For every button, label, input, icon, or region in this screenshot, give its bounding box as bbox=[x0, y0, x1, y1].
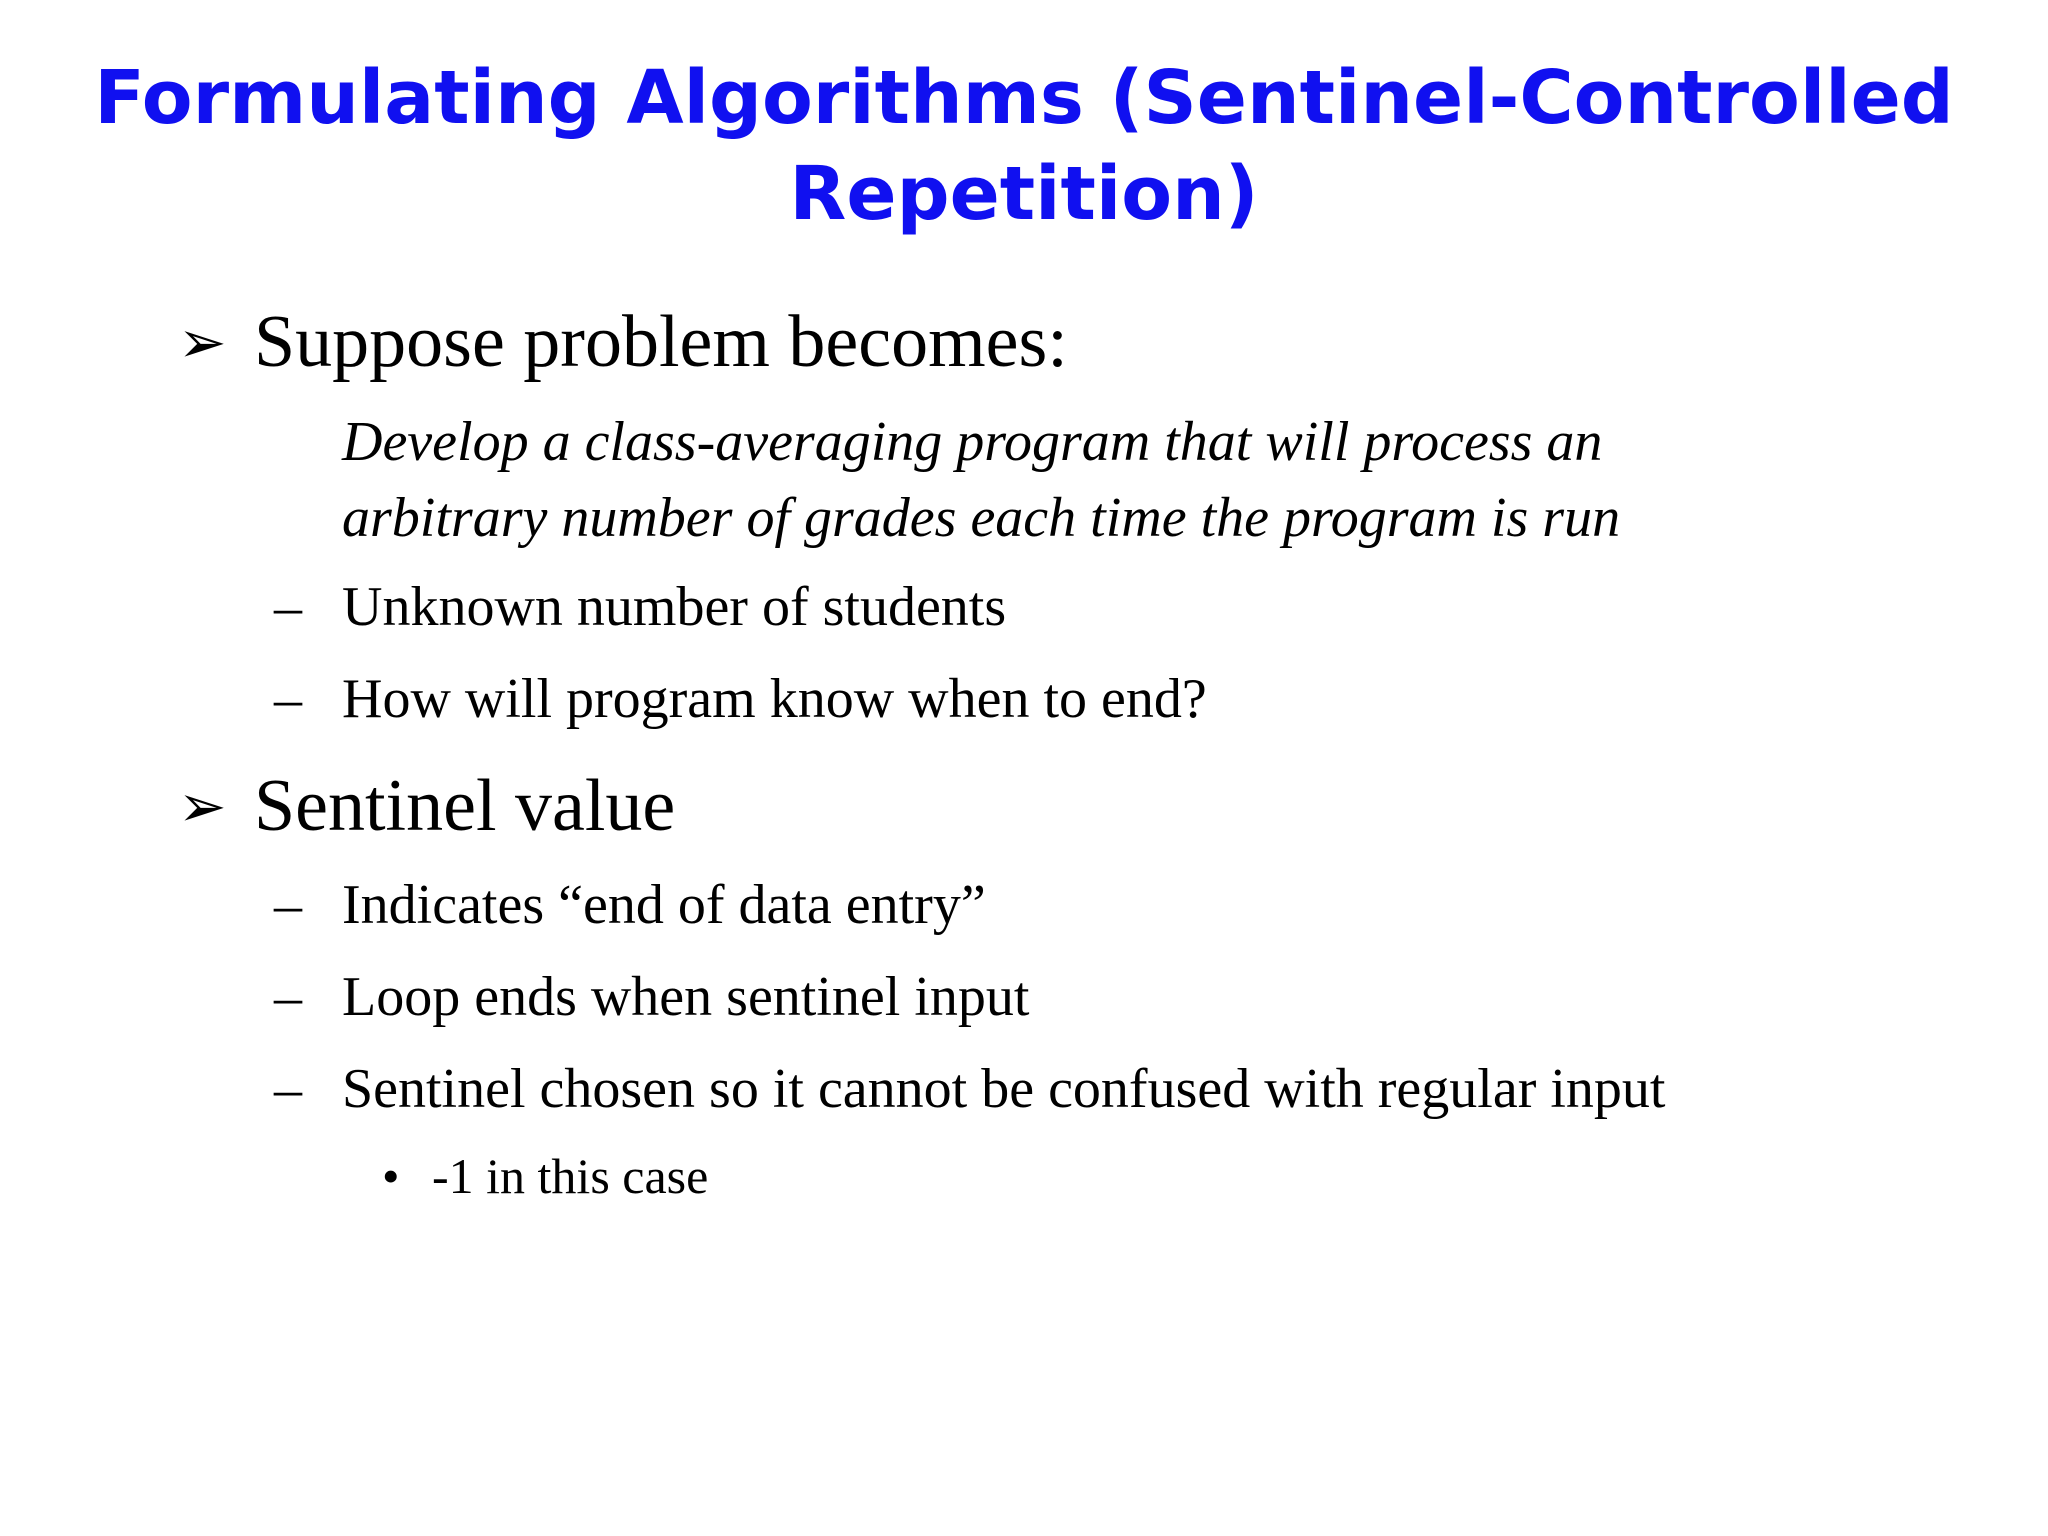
bullet-point-suppose bbox=[178, 300, 1068, 384]
slide-title-line-1: Formulating Algorithms (Sentinel-Controlled bbox=[94, 55, 1954, 141]
sub-point-text: Loop ends when sentinel input bbox=[342, 966, 1030, 1028]
sub-sub-point-text: -1 in this case bbox=[432, 1148, 709, 1204]
sub-sub-point-minus-one bbox=[382, 1146, 709, 1206]
slide-title-line-2: Repetition) bbox=[789, 151, 1259, 237]
bullet-point-text: Suppose problem becomes: bbox=[254, 301, 1068, 383]
bullet-point-sentinel-value bbox=[178, 764, 676, 848]
sub-point-text: Unknown number of students bbox=[342, 576, 1007, 638]
sub-point-text: How will program know when to end? bbox=[342, 668, 1207, 730]
problem-statement-line-2: arbitrary number of grades each time the program is run bbox=[342, 487, 1621, 549]
arrow-bullet-icon: ➢ bbox=[178, 308, 227, 376]
dash-bullet-icon: – bbox=[274, 874, 302, 936]
sub-point-unknown-students bbox=[274, 574, 1007, 640]
dash-bullet-icon: – bbox=[274, 966, 302, 1028]
dash-bullet-icon: – bbox=[274, 1058, 302, 1120]
sub-point-end-of-data bbox=[274, 872, 986, 938]
dash-bullet-icon: – bbox=[274, 576, 302, 638]
arrow-bullet-icon: ➢ bbox=[178, 772, 227, 840]
sub-point-sentinel-chosen bbox=[274, 1056, 1666, 1122]
sub-point-program-end bbox=[274, 666, 1207, 732]
dot-bullet-icon: • bbox=[382, 1148, 400, 1204]
dash-bullet-icon: – bbox=[274, 668, 302, 730]
sub-point-text: Sentinel chosen so it cannot be confused with regular input bbox=[342, 1058, 1666, 1120]
slide-title bbox=[0, 50, 2048, 242]
sub-point-loop-ends bbox=[274, 964, 1030, 1030]
problem-statement-line-1: Develop a class-averaging program that will process an bbox=[342, 411, 1603, 473]
sub-point-text: Indicates “end of data entry” bbox=[342, 874, 986, 936]
bullet-point-text: Sentinel value bbox=[254, 765, 676, 847]
